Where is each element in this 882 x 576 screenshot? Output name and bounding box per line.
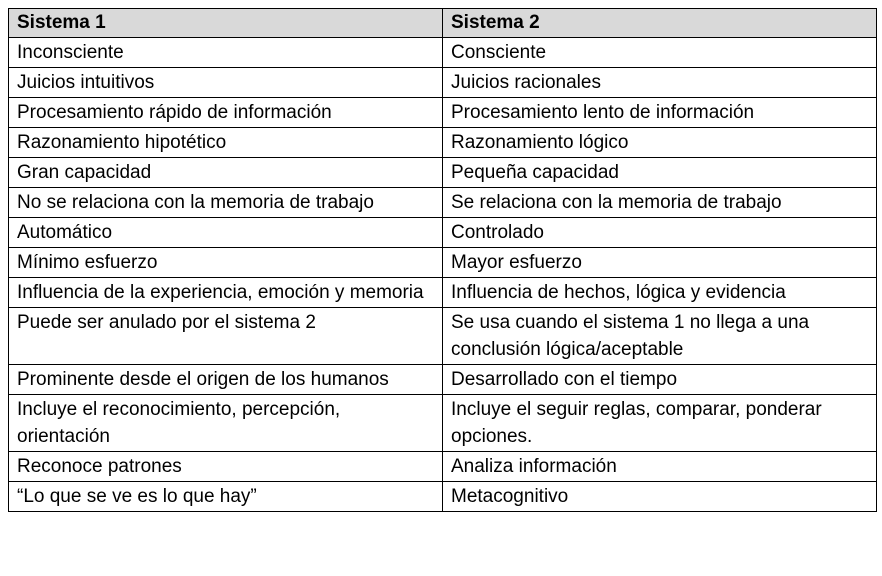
cell-sistema-2: Se usa cuando el sistema 1 no llega a una conclusión lógica/aceptable — [443, 308, 877, 365]
cell-sistema-1: Automático — [9, 218, 443, 248]
table-row — [9, 482, 877, 512]
cell-sistema-1: Prominente desde el origen de los humanos — [9, 365, 443, 395]
cell-sistema-1: Gran capacidad — [9, 158, 443, 188]
cell-sistema-2: Consciente — [443, 38, 877, 68]
cell-sistema-1: Juicios intuitivos — [9, 68, 443, 98]
cell-sistema-2: Influencia de hechos, lógica y evidencia — [443, 278, 877, 308]
table-row — [9, 98, 877, 128]
table-row — [9, 188, 877, 218]
table-row — [9, 248, 877, 278]
cell-sistema-2: Pequeña capacidad — [443, 158, 877, 188]
comparison-table — [8, 8, 877, 512]
cell-sistema-2: Controlado — [443, 218, 877, 248]
cell-sistema-1: No se relaciona con la memoria de trabajo — [9, 188, 443, 218]
table-row — [9, 218, 877, 248]
comparison-table-container — [8, 8, 876, 512]
header-sistema-2: Sistema 2 — [443, 9, 877, 38]
table-row — [9, 308, 877, 365]
cell-sistema-1: Inconsciente — [9, 38, 443, 68]
cell-sistema-1: “Lo que se ve es lo que hay” — [9, 482, 443, 512]
cell-sistema-1: Procesamiento rápido de información — [9, 98, 443, 128]
table-row — [9, 395, 877, 452]
cell-sistema-2: Desarrollado con el tiempo — [443, 365, 877, 395]
table-row — [9, 278, 877, 308]
cell-sistema-1: Influencia de la experiencia, emoción y memoria — [9, 278, 443, 308]
cell-sistema-1: Mínimo esfuerzo — [9, 248, 443, 278]
table-row — [9, 365, 877, 395]
cell-sistema-1: Puede ser anulado por el sistema 2 — [9, 308, 443, 365]
table-row — [9, 38, 877, 68]
table-row — [9, 452, 877, 482]
cell-sistema-1: Incluye el reconocimiento, percepción, orientación — [9, 395, 443, 452]
table-row — [9, 158, 877, 188]
cell-sistema-2: Analiza información — [443, 452, 877, 482]
table-row — [9, 68, 877, 98]
header-sistema-1: Sistema 1 — [9, 9, 443, 38]
table-row — [9, 128, 877, 158]
cell-sistema-2: Razonamiento lógico — [443, 128, 877, 158]
cell-sistema-2: Procesamiento lento de información — [443, 98, 877, 128]
cell-sistema-2: Metacognitivo — [443, 482, 877, 512]
cell-sistema-2: Se relaciona con la memoria de trabajo — [443, 188, 877, 218]
table-header-row — [9, 9, 877, 38]
cell-sistema-1: Razonamiento hipotético — [9, 128, 443, 158]
cell-sistema-2: Incluye el seguir reglas, comparar, ponderar opciones. — [443, 395, 877, 452]
cell-sistema-2: Mayor esfuerzo — [443, 248, 877, 278]
cell-sistema-2: Juicios racionales — [443, 68, 877, 98]
cell-sistema-1: Reconoce patrones — [9, 452, 443, 482]
